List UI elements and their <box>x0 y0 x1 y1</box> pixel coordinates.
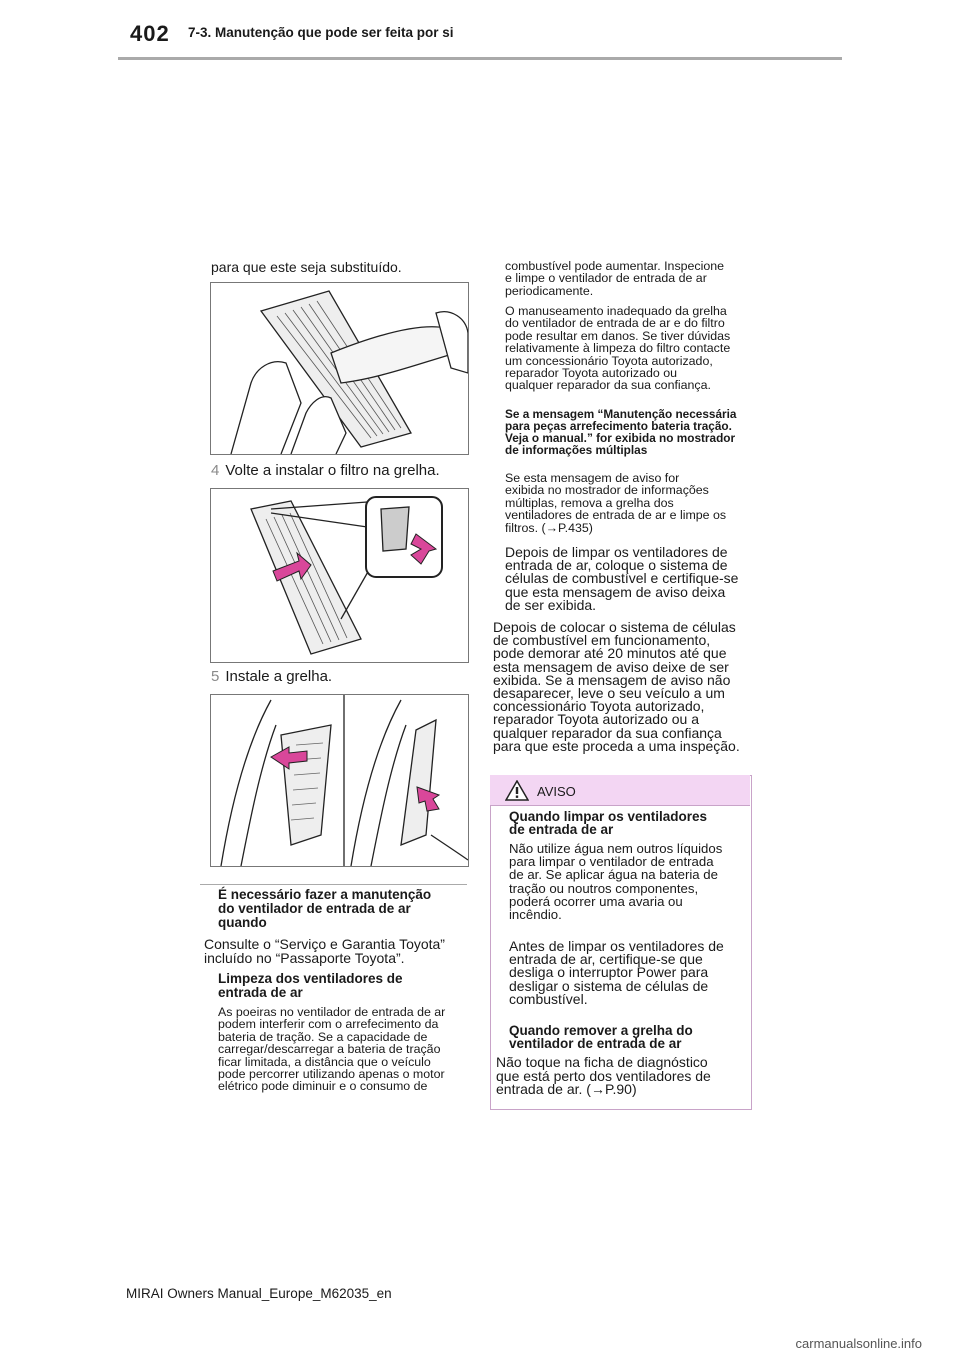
after-clean-text <box>505 546 738 612</box>
warning-heading-remove <box>509 1024 693 1050</box>
warning-text-diagnostic <box>496 1056 711 1097</box>
text-line: desliga o interruptor Power para <box>509 964 709 981</box>
text-line: carregar/descarregar a bateria de tração <box>218 1042 441 1057</box>
text-line: exibida. Se a mensagem de aviso não <box>493 671 731 688</box>
text-line: elétrico pode diminuir e o consumo de <box>218 1079 428 1094</box>
install-grille-illustration <box>211 695 468 866</box>
text-line: que esta mensagem de aviso deixa <box>505 583 726 600</box>
text-line: exibida no mostrador de informações <box>505 483 709 498</box>
text-line: Depois de limpar os ventiladores de <box>505 544 728 560</box>
handling-text <box>505 305 730 392</box>
section-title: 7-3. Manutenção que pode ser feita por si <box>188 25 454 40</box>
text-line: desaparecer, leve o seu veículo a um <box>493 685 725 702</box>
text-line: ventilador de entrada de ar <box>509 1036 682 1051</box>
text-line: um concessionário Toyota autorizado, <box>505 353 713 368</box>
text-line: para que este proceda a uma inspeção. <box>493 737 740 754</box>
warning-text-power <box>509 940 724 1006</box>
text-line: reparador Toyota autorizado ou a <box>493 711 699 728</box>
text-line: Depois de colocar o sistema de células <box>493 619 736 635</box>
text-line: do ventilador de entrada de ar e do filtro <box>505 316 725 331</box>
vacuum-filter-illustration <box>211 283 468 454</box>
text-line: podem interferir com o arrefecimento da <box>218 1017 439 1032</box>
text-line: ficar limitada, a distância que o veículo <box>218 1054 431 1069</box>
text-line: bateria de tração. Se a capacidade de <box>218 1029 428 1044</box>
text-line: de ar. Se aplicar água na bateria de <box>509 867 718 883</box>
text-line: filtros. (→P.435) <box>505 520 593 535</box>
text-line: O manuseamento inadequado da grelha <box>505 304 727 318</box>
text-line: células de combustível e certifique-se <box>505 570 739 587</box>
text-line: pode percorrer utilizando apenas o motor <box>218 1067 445 1082</box>
cleaning-heading <box>218 972 403 1000</box>
footer-text: MIRAI Owners Manual_Europe_M62035_en <box>126 1286 392 1301</box>
text-line: Limpeza dos ventiladores de <box>218 971 403 986</box>
step-5-number: 5 <box>211 668 220 685</box>
text-line: incêndio. <box>509 907 562 923</box>
text-line: periodicamente. <box>505 283 594 298</box>
warning-text-water <box>509 842 722 921</box>
text-line: pode demorar até 20 minutos até que <box>493 645 727 662</box>
text-line: tração ou noutros componentes, <box>509 880 699 896</box>
text-line: entrada de ar, certifique-se que <box>509 951 703 968</box>
maintenance-heading <box>218 888 431 930</box>
figure-install-filter <box>210 488 469 663</box>
step-5 <box>211 668 332 685</box>
text-line: Veja o manual.” for exibida no mostrador <box>505 431 736 445</box>
text-line: e limpe o ventilador de entrada de ar <box>505 271 707 286</box>
text-line: Quando remover a grelha do <box>509 1023 693 1038</box>
inspect-text <box>505 260 724 297</box>
cleaning-text <box>218 1006 445 1093</box>
step-5-text: Instale a grelha. <box>225 668 333 685</box>
text-line: que está perto dos ventiladores de <box>496 1067 711 1084</box>
text-line: É necessário fazer a manutenção <box>218 887 432 902</box>
page-number: 402 <box>130 21 170 46</box>
text-line: de entrada de ar <box>509 822 614 837</box>
text-line: entrada de ar. (→P.90) <box>496 1081 637 1097</box>
text-line: de combustível em funcionamento, <box>493 632 711 649</box>
warning-icon <box>505 780 529 806</box>
text-line: entrada de ar, coloque o sistema de <box>505 557 728 574</box>
text-line: quando <box>218 915 267 930</box>
text-line: do ventilador de entrada de ar <box>218 901 411 916</box>
text-line: poderá ocorrer uma avaria ou <box>509 893 683 909</box>
text-line: Antes de limpar os ventiladores de <box>509 938 724 954</box>
text-line: As poeiras no ventilador de entrada de ar <box>218 1005 446 1019</box>
text-line: Se a mensagem “Manutenção necessária <box>505 407 737 421</box>
message-heading <box>505 408 736 456</box>
text-line: Não utilize água nem outros líquidos <box>509 841 723 856</box>
figure-install-grille <box>210 694 469 867</box>
warning-heading-cleaning <box>509 810 707 836</box>
section-divider <box>200 884 467 885</box>
header-divider <box>118 57 842 60</box>
text-line: para limpar o ventilador de entrada <box>509 854 714 870</box>
text-line: Se esta mensagem de aviso for <box>505 471 680 485</box>
text-line: ventiladores de entrada de ar e limpe os <box>505 508 727 523</box>
text-line: qualquer reparador da sua confiança. <box>505 378 711 393</box>
text-line: concessionário Toyota autorizado, <box>493 698 705 715</box>
text-line: desligar o sistema de células de <box>509 977 709 994</box>
text-line: Quando limpar os ventiladores <box>509 809 708 824</box>
text-line: de informações múltiplas <box>505 443 648 457</box>
figure-vacuum-filter <box>210 282 469 455</box>
text-line: Consulte o “Serviço e Garantia Toyota” <box>204 936 445 952</box>
text-line: combustível pode aumentar. Inspecione <box>505 259 725 273</box>
text-line: incluído no “Passaporte Toyota”. <box>204 950 405 966</box>
text-line: entrada de ar <box>218 985 303 1000</box>
text-line: múltiplas, remova a grelha dos <box>505 495 674 510</box>
message-text <box>505 472 726 534</box>
step-4-number: 4 <box>211 462 220 479</box>
text-line: pode resultar em danos. Se tiver dúvidas <box>505 328 731 343</box>
warning-title: AVISO <box>537 784 576 799</box>
text-line: para peças arrefecimento bateria tração. <box>505 419 732 433</box>
text-line: qualquer reparador da sua confiança <box>493 724 722 741</box>
text-line: de ser exibida. <box>505 596 597 613</box>
text-line: combustível. <box>509 990 588 1007</box>
text-line: relativamente à limpeza do filtro contacte <box>505 341 731 356</box>
after-start-text <box>493 621 740 753</box>
text-line: Não toque na ficha de diagnóstico <box>496 1054 708 1070</box>
step-4 <box>211 462 440 479</box>
maintenance-text <box>204 937 445 965</box>
watermark: carmanualsonline.info <box>795 1336 922 1351</box>
text-line: reparador Toyota autorizado ou <box>505 366 677 381</box>
intro-text: para que este seja substituído. <box>211 259 402 275</box>
text-line: esta mensagem de aviso deixe de ser <box>493 658 729 675</box>
warning-header <box>490 775 750 806</box>
step-4-text: Volte a instalar o filtro na grelha. <box>225 462 440 479</box>
install-filter-illustration <box>211 489 468 662</box>
